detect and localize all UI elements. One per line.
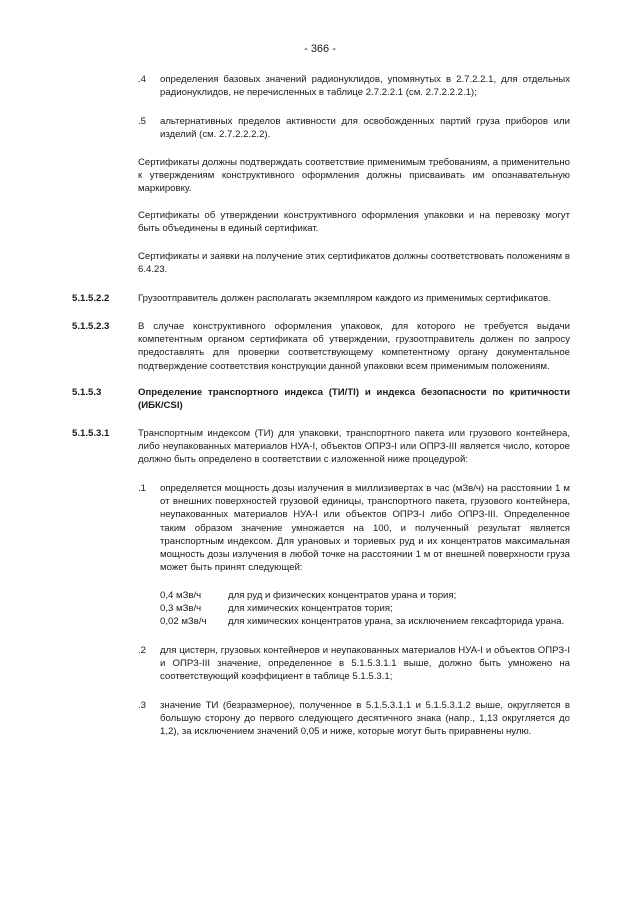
paragraph: Сертификаты об утверждении конструктивного оформления упаковки и на перевозку могут быть объединены в единый сертификат. — [138, 210, 570, 235]
section-number: 5.1.5.3.1 — [72, 428, 110, 439]
paragraph: Сертификаты и заявки на получение этих сертификатов должны соответствовать положениям в 6.4.23. — [138, 251, 570, 276]
item-number: .3 — [138, 700, 147, 711]
item-number: .1 — [138, 483, 147, 494]
dose-row — [160, 589, 570, 602]
dose-description: для химических концентратов тория; — [228, 603, 393, 614]
item-text: определения базовых значений радионуклидов, упомянутых в 2.7.2.2.1, для отдельных радионуклидов, не перечисленных в таблице 2.7.2.2.1 (см. 2.7.2.2.2.1); — [160, 74, 570, 99]
section-number: 5.1.5.2.2 — [72, 293, 110, 304]
section-text: В случае конструктивного оформления упаковок, для которого не требуется выдачи компетентным органом сертификата об утверждении, грузоотправитель должен по запросу предоставлять для проверки соответствующему компетентному органу документальное подтверждение соответствия конструкции данной упаковки всем применимым положениям. — [138, 321, 570, 372]
item-text: для цистерн, грузовых контейнеров и неупакованных материалов НУА-I и объектов ОПРЗ-I и ОПРЗ-III значение, определенное в 5.1.5.3.1.1 выше, должно быть умножено на соответствующий коэффициент в таблице 5.1.5.3.1; — [160, 645, 570, 683]
item-number: .4 — [138, 74, 147, 85]
dose-value: 0,4 мЗв/ч — [160, 590, 202, 601]
section-number: 5.1.5.2.3 — [72, 321, 110, 332]
item-text: значение ТИ (безразмерное), полученное в 5.1.5.3.1.1 и 5.1.5.3.1.2 выше, округляется в большую сторону до первого следующего десятичного знака (напр., 1,13 округляется до 1,2), за исключением значений 0,05 и ниже, которые могут быть приравнены нулю. — [160, 700, 570, 738]
item-text: определяется мощность дозы излучения в миллизивертах в час (мЗв/ч) на расстоянии 1 м от внешних поверхностей грузовой единицы, транспортного пакета, грузового контейнера, неупакованных материалов НУА-I или объектов ОПРЗ-I либо ОПРЗ-III. Определенное таким образом значение умножается на 100, и полученный результат является транспортным индексом. Для урановых и ториевых руд и их концентратов максимальная мощность дозы излучения в любой точке на расстоянии 1 м от внешней поверхности груза может быть принят следующей: — [160, 483, 570, 574]
paragraph: Сертификаты должны подтверждать соответствие применимым требованиям, а применительно к утверждениям конструктивного оформления должны присваивать им опознавательную маркировку. — [138, 157, 570, 195]
section-text: Транспортным индексом (ТИ) для упаковки, транспортного пакета или грузового контейнера, либо неупакованных материалов НУА-I, объектов ОПРЗ-I или ОПРЗ-III является число, которое должно быть определено в соответствии с изложенной ниже процедурой: — [138, 428, 570, 466]
item-number: .5 — [138, 116, 147, 127]
dose-row — [160, 615, 570, 628]
page-number: - 366 - — [304, 43, 336, 55]
dose-value: 0,3 мЗв/ч — [160, 603, 202, 614]
item-text: альтернативных пределов активности для освобожденных партий груза приборов или изделий (см. 2.7.2.2.2.2). — [160, 116, 570, 141]
item-number: .2 — [138, 645, 147, 656]
dose-row — [160, 602, 570, 615]
dose-description: для руд и физических концентратов урана и тория; — [228, 590, 457, 601]
section-number: 5.1.5.3 — [72, 387, 102, 398]
section-heading: Определение транспортного индекса (ТИ/TI) и индекса безопасности по критичности (ИБК/CSI) — [138, 387, 570, 412]
dose-value: 0,02 мЗв/ч — [160, 616, 207, 627]
section-text: Грузоотправитель должен располагать экземпляром каждого из применимых сертификатов. — [138, 293, 551, 304]
dose-description: для химических концентратов урана, за исключением гексафторида урана. — [228, 616, 565, 627]
